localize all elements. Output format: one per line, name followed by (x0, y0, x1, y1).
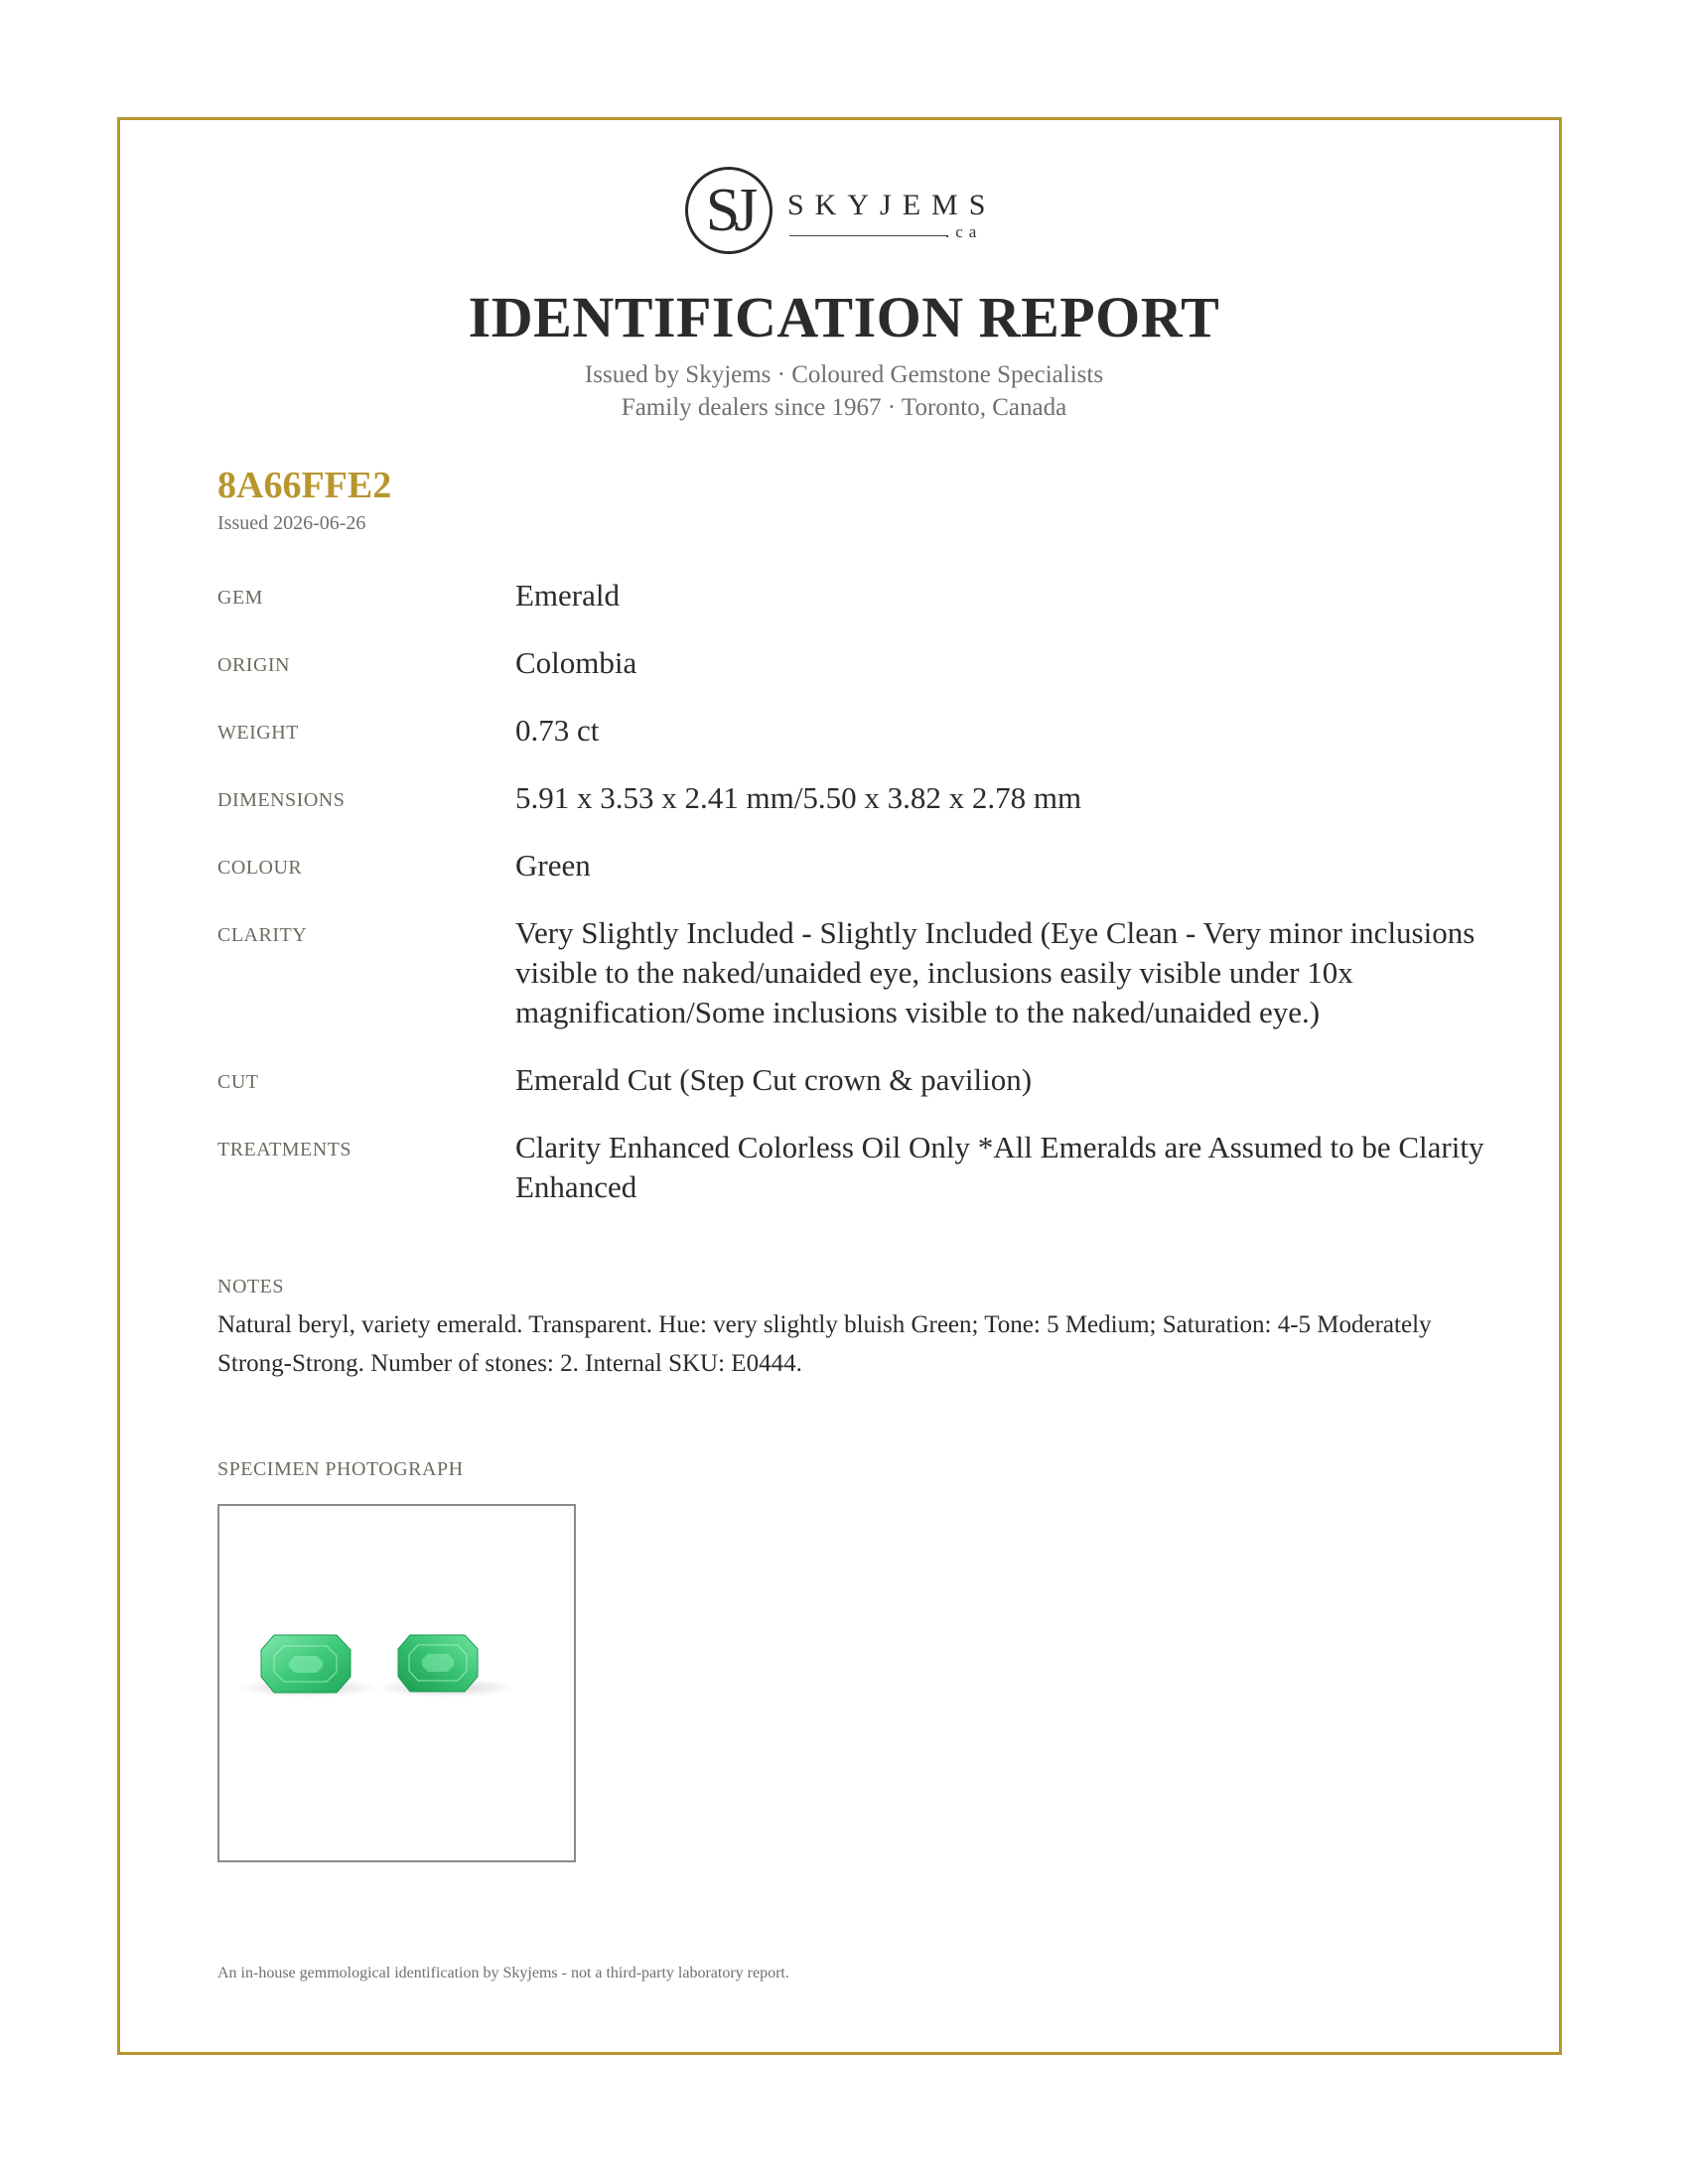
field-label: DIMENSIONS (217, 789, 346, 811)
report-id: 8A66FFE2 (217, 465, 392, 506)
field-value: Very Slightly Included - Slightly Included (Eye Clean - Very minor inclusions visible to the naked/unaided eye, inclusions easily visible under 10x magnification/Some inclusions visible to the naked/unaided eye.) (515, 915, 1476, 1029)
field-value: Clarity Enhanced Colorless Oil Only *All Emeralds are Assumed to be Clarity Enhanced (515, 1130, 1484, 1204)
logo-monogram: SJ (705, 177, 753, 244)
subtitle-line-1: Issued by Skyjems · Coloured Gemstone Specialists (584, 361, 1104, 388)
page-title: IDENTIFICATION REPORT (468, 285, 1220, 349)
footer-disclaimer: An in-house gemmological identification by Skyjems - not a third-party laboratory report. (217, 1965, 789, 1981)
field-label: ORIGIN (217, 654, 290, 676)
field-value: Green (515, 848, 591, 883)
subtitle-line-2: Family dealers since 1967 · Toronto, Canada (621, 394, 1067, 421)
field-label: WEIGHT (217, 722, 299, 744)
field-label: GEM (217, 587, 263, 609)
issued-date: Issued 2026-06-26 (217, 512, 366, 534)
field-value: Emerald (515, 578, 621, 613)
field-label: CLARITY (217, 924, 308, 946)
notes-label: NOTES (217, 1276, 284, 1297)
logo-rule (789, 235, 948, 236)
specimen-photo (217, 1504, 576, 1862)
logo-tld: .ca (945, 222, 983, 241)
field-label: COLOUR (217, 857, 303, 879)
field-label: TREATMENTS (217, 1139, 352, 1160)
emerald-stones-image (219, 1506, 574, 1860)
brand-logo (685, 167, 1003, 262)
logo-wordmark: SKYJEMS (787, 189, 997, 221)
field-value: Colombia (515, 645, 637, 680)
photo-label: SPECIMEN PHOTOGRAPH (217, 1458, 464, 1480)
field-value: 0.73 ct (515, 713, 600, 748)
field-label: CUT (217, 1071, 259, 1093)
field-value: 5.91 x 3.53 x 2.41 mm/5.50 x 3.82 x 2.78 mm (515, 780, 1082, 815)
notes-text: Natural beryl, variety emerald. Transparent. Hue: very slightly bluish Green; Tone: 5 Medium; Saturation: 4-5 Moderately Strong-Strong. Number of stones: 2. Internal SKU: E0444. (217, 1311, 1432, 1377)
field-value: Emerald Cut (Step Cut crown & pavilion) (515, 1062, 1033, 1097)
